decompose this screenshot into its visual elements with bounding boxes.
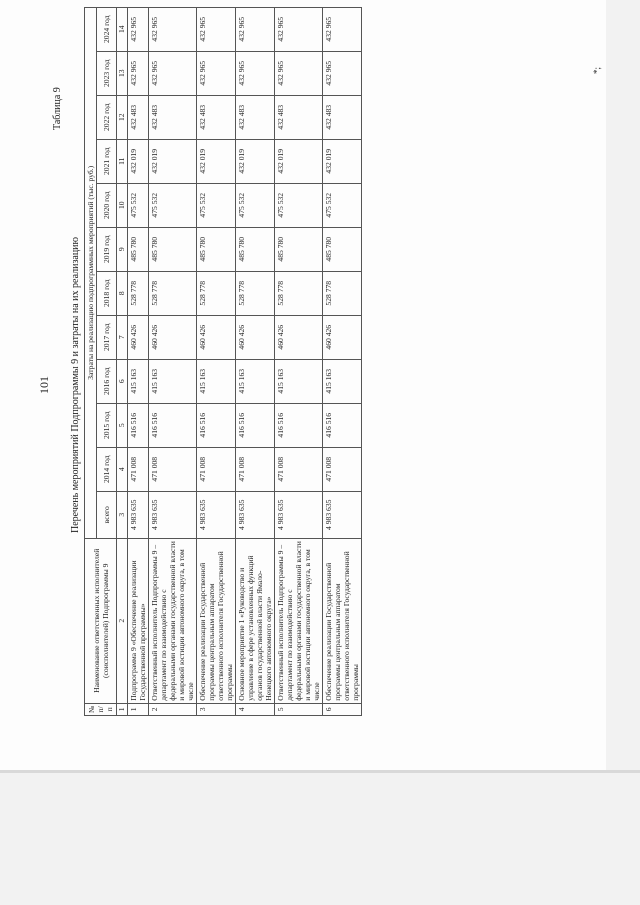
row-year-value: 528 778	[149, 271, 197, 315]
column-index: 11	[117, 139, 128, 183]
header-year: 2015 год	[97, 403, 117, 447]
column-index: 9	[117, 227, 128, 271]
row-year-value: 471 008	[275, 447, 323, 491]
row-year-value: 471 008	[323, 447, 362, 491]
row-name: Обеспечение реализации Государственной программы центральным аппаратом ответственного исполнителя Государственной программы	[323, 538, 362, 703]
row-year-value: 416 516	[236, 403, 275, 447]
row-name: Обеспечение реализации Государственной программы центральным аппаратом ответственного исполнителя Государственной программы	[197, 538, 236, 703]
page-edge	[0, 770, 640, 773]
row-year-value: 432 019	[128, 139, 149, 183]
row-year-value: 485 780	[236, 227, 275, 271]
row-year-value: 416 516	[323, 403, 362, 447]
row-year-value: 432 019	[236, 139, 275, 183]
row-year-value: 471 008	[236, 447, 275, 491]
header-year: 2014 год	[97, 447, 117, 491]
row-total: 4 983 635	[275, 491, 323, 538]
row-year-value: 528 778	[323, 271, 362, 315]
row-year-value: 432 965	[236, 7, 275, 51]
row-year-value: 485 780	[197, 227, 236, 271]
row-year-value: 416 516	[275, 403, 323, 447]
row-year-value: 415 163	[323, 359, 362, 403]
column-index: 2	[117, 538, 128, 703]
header-year: 2019 год	[97, 227, 117, 271]
header-year: 2022 год	[97, 95, 117, 139]
row-year-value: 460 426	[197, 315, 236, 359]
row-year-value: 460 426	[275, 315, 323, 359]
row-year-value: 475 532	[149, 183, 197, 227]
row-year-value: 432 965	[128, 51, 149, 95]
header-year: 2021 год	[97, 139, 117, 183]
row-name: Основное мероприятие 1 «Руководство и управление в сфере установленных функций органов государственной власти Ямало-Ненецкого автономного округа»	[236, 538, 275, 703]
row-year-value: 475 532	[236, 183, 275, 227]
table-row	[236, 7, 275, 715]
table-body	[128, 7, 362, 715]
row-name: Ответственный исполнитель Подпрограммы 9 – департамент по взаимодействию с федеральными органами государственной власти и мировой юстиции автономного округа, в том числе	[275, 538, 323, 703]
row-year-value: 460 426	[128, 315, 149, 359]
row-year-value: 460 426	[236, 315, 275, 359]
row-year-value: 432 483	[128, 95, 149, 139]
row-number: 4	[236, 703, 275, 715]
row-year-value: 528 778	[197, 271, 236, 315]
header-row-1	[85, 7, 97, 715]
row-year-value: 471 008	[197, 447, 236, 491]
row-year-value: 415 163	[275, 359, 323, 403]
row-year-value: 432 965	[275, 51, 323, 95]
row-year-value: 432 019	[275, 139, 323, 183]
column-index: 10	[117, 183, 128, 227]
row-number: 6	[323, 703, 362, 715]
row-year-value: 485 780	[128, 227, 149, 271]
column-index: 7	[117, 315, 128, 359]
row-name: Ответственный исполнитель Подпрограммы 9 – департамент по взаимодействию с федеральными органами государственной власти и мировой юстиции автономного округа, в том числе	[149, 538, 197, 703]
row-year-value: 416 516	[197, 403, 236, 447]
row-year-value: 415 163	[149, 359, 197, 403]
column-index: 14	[117, 7, 128, 51]
header-costs: Затраты на реализацию подпрограммных мероприятий (тыс. руб.)	[85, 7, 97, 538]
row-year-value: 432 483	[236, 95, 275, 139]
row-total: 4 983 635	[149, 491, 197, 538]
table-row	[197, 7, 236, 715]
row-year-value: 528 778	[275, 271, 323, 315]
row-year-value: 432 965	[149, 7, 197, 51]
row-year-value: 432 965	[236, 51, 275, 95]
row-year-value: 475 532	[275, 183, 323, 227]
table-row	[275, 7, 323, 715]
row-year-value: 460 426	[149, 315, 197, 359]
row-year-value: 432 965	[323, 7, 362, 51]
row-total: 4 983 635	[197, 491, 236, 538]
row-year-value: 485 780	[275, 227, 323, 271]
row-year-value: 432 483	[275, 95, 323, 139]
row-year-value: 460 426	[323, 315, 362, 359]
column-index: 3	[117, 491, 128, 538]
row-year-value: 432 965	[128, 7, 149, 51]
row-number: 3	[197, 703, 236, 715]
row-year-value: 471 008	[149, 447, 197, 491]
header-total: всего	[97, 491, 117, 538]
row-total: 4 983 635	[236, 491, 275, 538]
table-row	[149, 7, 197, 715]
column-index-row	[117, 7, 128, 715]
row-year-value: 432 019	[323, 139, 362, 183]
column-index: 5	[117, 403, 128, 447]
header-name: Наименование ответственных исполнителей (соисполнителей) Подпрограммы 9	[85, 538, 117, 703]
table-title: Перечень мероприятий Подпрограммы 9 и затраты на их реализацию	[70, 236, 81, 534]
column-index: 8	[117, 271, 128, 315]
row-year-value: 432 483	[197, 95, 236, 139]
header-num: № п/п	[85, 703, 117, 715]
row-year-value: 415 163	[197, 359, 236, 403]
table-row	[323, 7, 362, 715]
row-number: 5	[275, 703, 323, 715]
header-year: 2018 год	[97, 271, 117, 315]
row-year-value: 485 780	[149, 227, 197, 271]
column-index: 12	[117, 95, 128, 139]
row-year-value: 432 965	[197, 51, 236, 95]
column-index: 4	[117, 447, 128, 491]
row-name: Подпрограмма 9 «Обеспечение реализации Государственной программы»	[128, 538, 149, 703]
corner-mark: *;	[592, 66, 602, 74]
row-year-value: 432 483	[323, 95, 362, 139]
row-year-value: 432 019	[149, 139, 197, 183]
row-year-value: 432 965	[149, 51, 197, 95]
row-year-value: 432 965	[275, 7, 323, 51]
row-year-value: 475 532	[323, 183, 362, 227]
row-year-value: 432 965	[323, 51, 362, 95]
row-year-value: 415 163	[128, 359, 149, 403]
header-year: 2017 год	[97, 315, 117, 359]
row-year-value: 485 780	[323, 227, 362, 271]
row-year-value: 475 532	[128, 183, 149, 227]
page-number: 101	[37, 376, 51, 394]
row-year-value: 528 778	[236, 271, 275, 315]
row-year-value: 416 516	[149, 403, 197, 447]
row-year-value: 432 483	[149, 95, 197, 139]
header-year: 2024 год	[97, 7, 117, 51]
column-index: 6	[117, 359, 128, 403]
table-label: Таблица 9	[52, 87, 63, 130]
row-number: 2	[149, 703, 197, 715]
header-year: 2016 год	[97, 359, 117, 403]
row-total: 4 983 635	[128, 491, 149, 538]
header-year: 2023 год	[97, 51, 117, 95]
costs-table	[84, 7, 362, 716]
row-number: 1	[128, 703, 149, 715]
column-index: 13	[117, 51, 128, 95]
row-year-value: 432 019	[197, 139, 236, 183]
row-year-value: 471 008	[128, 447, 149, 491]
row-year-value: 528 778	[128, 271, 149, 315]
row-year-value: 416 516	[128, 403, 149, 447]
row-year-value: 415 163	[236, 359, 275, 403]
row-total: 4 983 635	[323, 491, 362, 538]
table-row	[128, 7, 149, 715]
header-year: 2020 год	[97, 183, 117, 227]
row-year-value: 475 532	[197, 183, 236, 227]
column-index: 1	[117, 703, 128, 715]
row-year-value: 432 965	[197, 7, 236, 51]
